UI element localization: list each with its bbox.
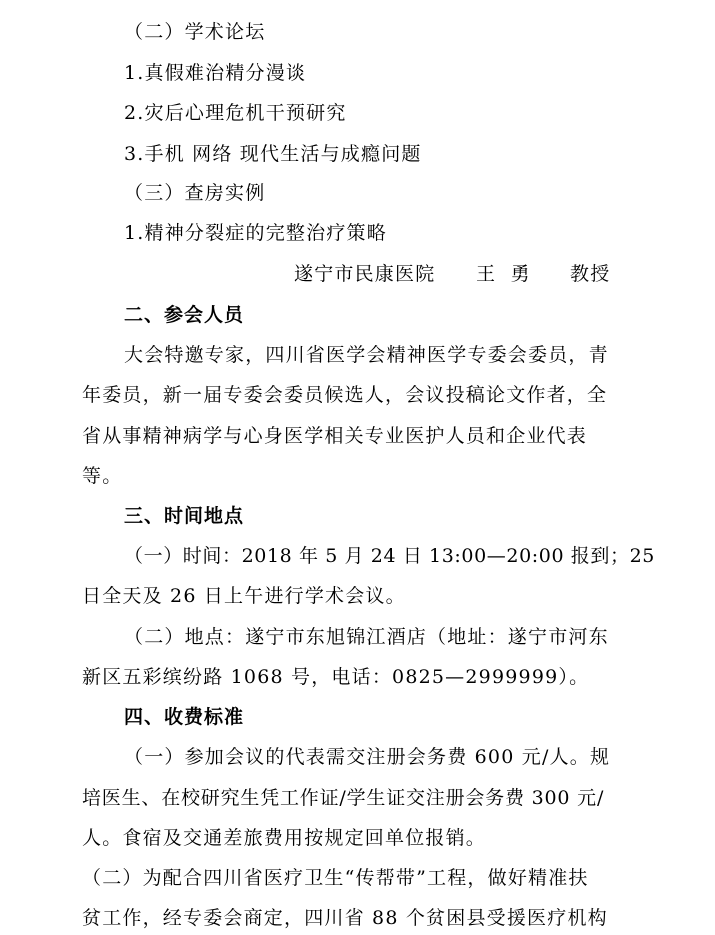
fee1-line-3: 人。食宿及交通差旅费用按规定回单位报销。	[82, 827, 487, 849]
participants-line-4: 等。	[82, 465, 123, 487]
fee1-line-2: 培医生、在校研究生凭工作证/学生证交注册会务费 300 元/	[82, 787, 605, 809]
fee2-line-1: （二）为配合四川省医疗卫生“传帮带”工程，做好精准扶	[82, 867, 589, 889]
forum-heading: （二）学术论坛	[124, 21, 266, 43]
forum-item-2: 2.灾后心理危机干预研究	[124, 102, 347, 124]
fee1-line-1: （一）参加会议的代表需交注册会务费 600 元/人。规	[124, 746, 611, 768]
ward-round-item-1: 1.精神分裂症的完整治疗策略	[124, 222, 387, 244]
participants-line-1: 大会特邀专家，四川省医学会精神医学专委会委员，青	[124, 344, 609, 366]
participants-heading: 二、参会人员	[124, 304, 245, 326]
place-line-2: 新区五彩缤纷路 1068 号，电话：0825—2999999）。	[82, 666, 590, 688]
time-line-1: （一）时间：2018 年 5 月 24 日 13:00—20:00 报到；25	[124, 545, 655, 567]
forum-item-3: 3.手机 网络 现代生活与成瘾问题	[124, 143, 422, 165]
forum-item-1: 1.真假难治精分漫谈	[124, 62, 307, 84]
speaker-title: 教授	[570, 263, 611, 285]
participants-line-3: 省从事精神病学与心身医学相关专业医护人员和企业代表	[82, 425, 588, 447]
speaker-name: 王 勇	[476, 263, 531, 285]
time-line-2: 日全天及 26 日上午进行学术会议。	[82, 585, 406, 607]
time-place-heading: 三、时间地点	[124, 505, 245, 527]
fees-heading: 四、收费标准	[124, 706, 245, 728]
ward-round-heading: （三）查房实例	[124, 182, 266, 204]
fee2-line-2: 贫工作，经专委会商定，四川省 88 个贫困县受援医疗机构	[82, 907, 608, 929]
participants-line-2: 年委员，新一届专委会委员候选人，会议投稿论文作者，全	[82, 384, 608, 406]
speaker-hospital: 遂宁市民康医院	[294, 263, 436, 285]
place-line-1: （二）地点：遂宁市东旭锦江酒店（地址：遂宁市河东	[124, 626, 609, 648]
